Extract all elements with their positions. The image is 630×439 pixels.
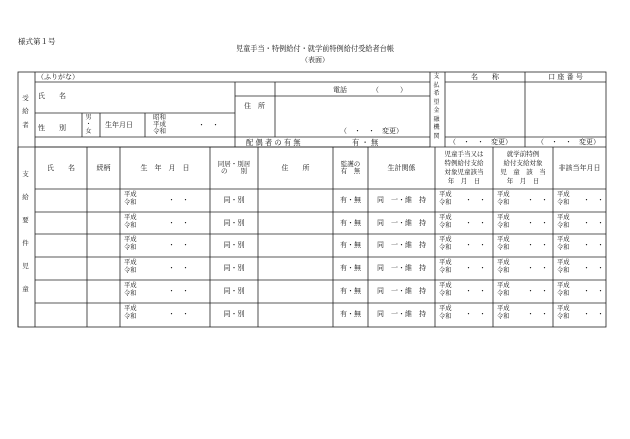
non-target-era: 平成 令和 <box>557 214 570 229</box>
page-title: 児童手当・特例給付・就学前特例給付受給者台帳 <box>235 44 395 53</box>
non-target-dots: ・ ・ <box>583 241 604 249</box>
phone-parens: （ ） <box>372 86 407 94</box>
allowance-target-dots: ・ ・ <box>465 287 486 295</box>
cohabit-value: 同・別 <box>223 196 245 204</box>
cohabit-value: 同・別 <box>223 241 245 249</box>
child-dob-dots: ・ ・ <box>168 241 189 249</box>
non-target-era: 平成 令和 <box>557 191 570 206</box>
child-dob-era: 平成 令和 <box>124 259 137 274</box>
cohabit-value: 同・別 <box>223 264 245 272</box>
cohabit-header: 同居・別居 の 別 <box>217 160 251 175</box>
child-dob-era: 平成 令和 <box>124 236 137 251</box>
recipient-section-label: 受 給 者 <box>22 94 29 129</box>
allowance-target-era: 平成 令和 <box>439 259 452 274</box>
preschool-target-era: 平成 令和 <box>497 282 510 297</box>
non-target-dots: ・ ・ <box>583 264 604 272</box>
non-target-header: 非該当年月日 <box>558 164 601 172</box>
non-target-era: 平成 令和 <box>557 259 570 274</box>
child-dob-dots: ・ ・ <box>168 264 189 272</box>
preschool-target-header: 就学前特例 給付支給対象 児 童 該 当 年 月 日 <box>500 150 546 185</box>
child-dob-era: 平成 令和 <box>124 191 137 206</box>
allowance-target-dots: ・ ・ <box>465 196 486 204</box>
address-change-note: （ ・ ・ 変更） <box>340 127 403 135</box>
preschool-target-dots: ・ ・ <box>527 287 548 295</box>
child-dob-dots: ・ ・ <box>168 219 189 227</box>
child-dob-dots: ・ ・ <box>168 196 189 204</box>
phone-label: 電話 <box>333 86 347 94</box>
spouse-label: 配 偶 者 の 有 無 <box>246 138 301 147</box>
custody-value: 有・無 <box>340 264 361 272</box>
livelihood-header: 生計関係 <box>387 164 416 172</box>
non-target-era: 平成 令和 <box>557 236 570 251</box>
non-target-dots: ・ ・ <box>583 310 604 318</box>
custody-value: 有・無 <box>340 219 361 227</box>
child-dob-era: 平成 令和 <box>124 214 137 229</box>
livelihood-value: 同 一・維 持 <box>377 264 426 272</box>
child-dob-era: 平成 令和 <box>124 282 137 297</box>
preschool-target-era: 平成 令和 <box>497 305 510 320</box>
allowance-target-era: 平成 令和 <box>439 236 452 251</box>
account-number-header: 口 座 番 号 <box>548 73 583 81</box>
child-address-header: 住 所 <box>281 164 310 172</box>
page-subtitle: （表面） <box>301 56 329 64</box>
dob-dots: ・ ・ <box>198 121 219 129</box>
non-target-dots: ・ ・ <box>583 219 604 227</box>
custody-value: 有・無 <box>340 287 361 295</box>
livelihood-value: 同 一・維 持 <box>377 196 426 204</box>
custody-value: 有・無 <box>340 241 361 249</box>
allowance-target-era: 平成 令和 <box>439 191 452 206</box>
preschool-target-era: 平成 令和 <box>497 259 510 274</box>
preschool-target-dots: ・ ・ <box>527 310 548 318</box>
preschool-target-dots: ・ ・ <box>527 196 548 204</box>
livelihood-value: 同 一・維 持 <box>377 241 426 249</box>
address-label: 住 所 <box>244 102 265 110</box>
gender-options: 男 ・ 女 <box>85 114 92 135</box>
child-dob-dots: ・ ・ <box>168 310 189 318</box>
bank-change-note: （ ・ ・ 変更） <box>449 138 512 146</box>
custody-value: 有・無 <box>340 310 361 318</box>
gender-label: 性 別 <box>38 124 66 132</box>
non-target-dots: ・ ・ <box>583 196 604 204</box>
cohabit-value: 同・別 <box>223 310 245 318</box>
name-label: 氏 名 <box>38 92 66 100</box>
dob-era-options: 昭和 平成 令和 <box>153 113 166 135</box>
dob-label: 生年月日 <box>105 121 133 129</box>
children-section-label: 支 給 要 件 児 童 <box>22 170 29 293</box>
livelihood-value: 同 一・維 持 <box>377 287 426 295</box>
preschool-target-dots: ・ ・ <box>527 241 548 249</box>
preschool-target-era: 平成 令和 <box>497 191 510 206</box>
allowance-target-dots: ・ ・ <box>465 264 486 272</box>
child-dob-dots: ・ ・ <box>168 287 189 295</box>
custody-value: 有・無 <box>340 196 361 204</box>
allowance-target-dots: ・ ・ <box>465 219 486 227</box>
child-dob-header: 生 年 月 日 <box>140 164 190 172</box>
payment-section-label: 支 払 希 望 金 融 機 関 <box>433 73 440 140</box>
bank-name-header: 名 称 <box>471 73 499 81</box>
custody-header: 監護の 有 無 <box>340 160 361 175</box>
child-name-header: 氏 名 <box>47 164 75 172</box>
spouse-options: 有 ・ 無 <box>352 138 379 147</box>
cohabit-value: 同・別 <box>223 287 245 295</box>
child-dob-era: 平成 令和 <box>124 305 137 320</box>
non-target-era: 平成 令和 <box>557 282 570 297</box>
allowance-target-era: 平成 令和 <box>439 305 452 320</box>
livelihood-value: 同 一・維 持 <box>377 219 426 227</box>
allowance-target-dots: ・ ・ <box>465 241 486 249</box>
cohabit-value: 同・別 <box>223 219 245 227</box>
allowance-target-era: 平成 令和 <box>439 282 452 297</box>
preschool-target-era: 平成 令和 <box>497 214 510 229</box>
non-target-era: 平成 令和 <box>557 305 570 320</box>
allowance-target-header: 児童手当又は 特例給付支給 対象児童該当 年 月 日 <box>444 150 484 185</box>
form-number: 様式第１号 <box>18 37 56 46</box>
allowance-target-era: 平成 令和 <box>439 214 452 229</box>
furigana-label: （ふりがな） <box>37 73 79 81</box>
relation-header: 続柄 <box>96 164 111 172</box>
preschool-target-era: 平成 令和 <box>497 236 510 251</box>
non-target-dots: ・ ・ <box>583 287 604 295</box>
account-change-note: （ ・ ・ 変更） <box>537 138 600 146</box>
preschool-target-dots: ・ ・ <box>527 219 548 227</box>
allowance-target-dots: ・ ・ <box>465 310 486 318</box>
livelihood-value: 同 一・維 持 <box>377 310 426 318</box>
preschool-target-dots: ・ ・ <box>527 264 548 272</box>
